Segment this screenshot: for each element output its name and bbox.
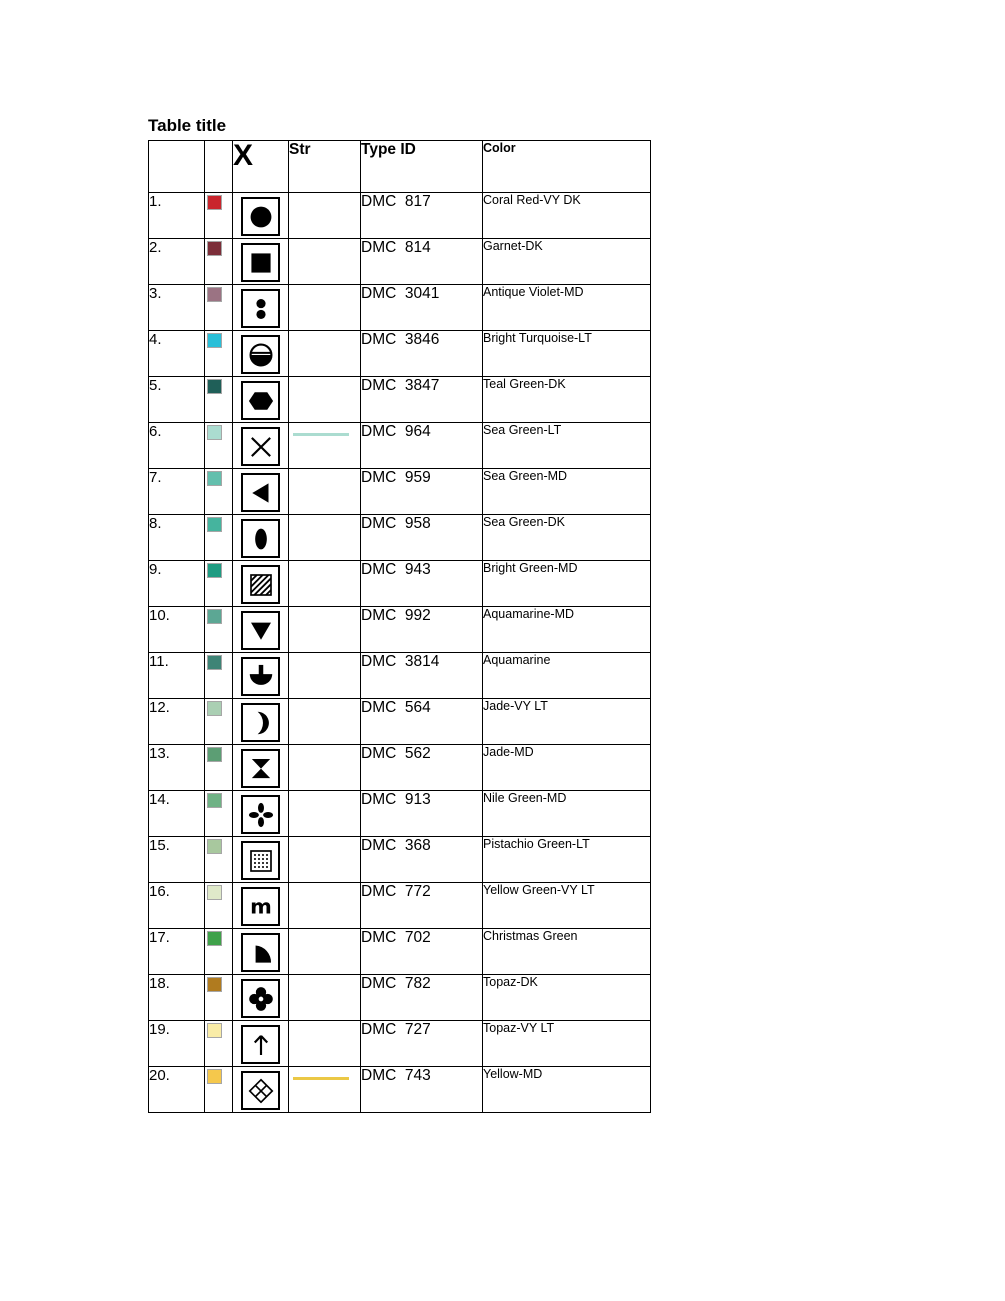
type-id: DMC 943 (361, 561, 483, 607)
str-cell (289, 331, 361, 377)
table-row (149, 745, 651, 791)
color-name: Yellow Green-VY LT (483, 883, 651, 929)
symbol-box (241, 1025, 280, 1064)
type-id: DMC 959 (361, 469, 483, 515)
down-triangle-icon (246, 616, 276, 646)
color-swatch (208, 702, 221, 715)
type-id: DMC 814 (361, 239, 483, 285)
x-cross-icon (246, 432, 276, 462)
type-id: DMC 964 (361, 423, 483, 469)
color-name: Sea Green-DK (483, 515, 651, 561)
color-swatch (208, 978, 221, 991)
symbol-box (241, 611, 280, 650)
symbol-cell (233, 285, 289, 331)
color-swatch (208, 794, 221, 807)
hatched-square-icon (246, 570, 276, 600)
row-number: 20. (149, 1067, 205, 1113)
color-swatch (208, 196, 221, 209)
symbol-box (241, 289, 280, 328)
symbol-cell (233, 607, 289, 653)
type-id: DMC 3846 (361, 331, 483, 377)
symbol-cell (233, 239, 289, 285)
symbol-cell (233, 193, 289, 239)
symbol-box (241, 933, 280, 972)
half-filled-circle-icon (246, 340, 276, 370)
symbol-cell (233, 975, 289, 1021)
type-id: DMC 368 (361, 837, 483, 883)
swatch-cell (205, 745, 233, 791)
table-row (149, 929, 651, 975)
color-name: Jade-MD (483, 745, 651, 791)
symbol-box (241, 519, 280, 558)
str-cell (289, 239, 361, 285)
header-color: Color (483, 141, 651, 193)
color-swatch (208, 840, 221, 853)
color-swatch (208, 748, 221, 761)
table-row (149, 699, 651, 745)
table-row (149, 975, 651, 1021)
letter-m-icon (246, 892, 276, 922)
type-id: DMC 562 (361, 745, 483, 791)
str-cell (289, 1067, 361, 1113)
str-cell (289, 423, 361, 469)
table-row (149, 837, 651, 883)
row-number: 9. (149, 561, 205, 607)
up-arrow-icon (246, 1030, 276, 1060)
row-number: 8. (149, 515, 205, 561)
type-id: DMC 817 (361, 193, 483, 239)
swatch-cell (205, 653, 233, 699)
row-number: 11. (149, 653, 205, 699)
swatch-cell (205, 239, 233, 285)
color-name: Garnet-DK (483, 239, 651, 285)
color-swatch (208, 564, 221, 577)
color-name: Sea Green-MD (483, 469, 651, 515)
clover-cross-icon (246, 984, 276, 1014)
swatch-cell (205, 699, 233, 745)
row-number: 15. (149, 837, 205, 883)
row-number: 14. (149, 791, 205, 837)
symbol-box (241, 565, 280, 604)
str-cell (289, 193, 361, 239)
row-number: 1. (149, 193, 205, 239)
row-number: 19. (149, 1021, 205, 1067)
symbol-cell (233, 1067, 289, 1113)
row-number: 13. (149, 745, 205, 791)
row-number: 5. (149, 377, 205, 423)
two-dots-icon (246, 294, 276, 324)
color-swatch (208, 932, 221, 945)
row-number: 16. (149, 883, 205, 929)
color-swatch (208, 426, 221, 439)
table-row (149, 1021, 651, 1067)
color-name: Coral Red-VY DK (483, 193, 651, 239)
symbol-cell (233, 331, 289, 377)
symbol-box (241, 749, 280, 788)
color-name: Aquamarine-MD (483, 607, 651, 653)
symbol-cell (233, 837, 289, 883)
table-row (149, 331, 651, 377)
row-number: 4. (149, 331, 205, 377)
color-name: Teal Green-DK (483, 377, 651, 423)
swatch-cell (205, 607, 233, 653)
color-swatch (208, 886, 221, 899)
table-row (149, 883, 651, 929)
table-row (149, 607, 651, 653)
color-swatch (208, 242, 221, 255)
symbol-box (241, 841, 280, 880)
color-name: Bright Turquoise-LT (483, 331, 651, 377)
type-id: DMC 702 (361, 929, 483, 975)
four-petal-cross-icon (246, 800, 276, 830)
symbol-cell (233, 469, 289, 515)
color-swatch (208, 656, 221, 669)
row-number: 10. (149, 607, 205, 653)
symbol-box (241, 381, 280, 420)
type-id: DMC 782 (361, 975, 483, 1021)
type-id: DMC 3814 (361, 653, 483, 699)
type-id: DMC 958 (361, 515, 483, 561)
swatch-cell (205, 193, 233, 239)
symbol-box (241, 197, 280, 236)
row-number: 7. (149, 469, 205, 515)
filled-circle-icon (246, 202, 276, 232)
swatch-cell (205, 883, 233, 929)
swatch-cell (205, 1021, 233, 1067)
symbol-box (241, 795, 280, 834)
str-cell (289, 929, 361, 975)
color-name: Antique Violet-MD (483, 285, 651, 331)
table-row (149, 515, 651, 561)
row-number: 3. (149, 285, 205, 331)
symbol-box (241, 335, 280, 374)
backstitch-strand-line (293, 1077, 349, 1080)
str-cell (289, 515, 361, 561)
vertical-ellipse-icon (246, 524, 276, 554)
dotted-square-icon (246, 846, 276, 876)
swatch-cell (205, 285, 233, 331)
symbol-cell (233, 1021, 289, 1067)
table-row (149, 193, 651, 239)
type-id: DMC 772 (361, 883, 483, 929)
symbol-cell (233, 515, 289, 561)
swatch-cell (205, 791, 233, 837)
str-cell (289, 561, 361, 607)
table-row (149, 653, 651, 699)
swatch-cell (205, 377, 233, 423)
str-cell (289, 975, 361, 1021)
pattern-key-table (148, 140, 651, 1113)
color-swatch (208, 1024, 221, 1037)
swatch-cell (205, 1067, 233, 1113)
str-cell (289, 653, 361, 699)
header-type-id: Type ID (361, 141, 483, 193)
filled-square-icon (246, 248, 276, 278)
swatch-cell (205, 515, 233, 561)
symbol-cell (233, 653, 289, 699)
header-symbol: X (233, 141, 289, 193)
quarter-disc-icon (246, 938, 276, 968)
symbol-box (241, 427, 280, 466)
color-name: Nile Green-MD (483, 791, 651, 837)
color-name: Bright Green-MD (483, 561, 651, 607)
filled-hexagon-icon (246, 386, 276, 416)
symbol-box (241, 473, 280, 512)
str-cell (289, 745, 361, 791)
table-row (149, 377, 651, 423)
row-number: 2. (149, 239, 205, 285)
symbol-box (241, 243, 280, 282)
str-cell (289, 1021, 361, 1067)
left-triangle-icon (246, 478, 276, 508)
key-table-body (149, 193, 651, 1113)
table-row (149, 1067, 651, 1113)
table-row (149, 423, 651, 469)
swatch-cell (205, 423, 233, 469)
symbol-box (241, 1071, 280, 1110)
str-cell (289, 883, 361, 929)
type-id: DMC 564 (361, 699, 483, 745)
type-id: DMC 913 (361, 791, 483, 837)
symbol-cell (233, 561, 289, 607)
str-cell (289, 699, 361, 745)
symbol-cell (233, 699, 289, 745)
swatch-cell (205, 837, 233, 883)
header-str: Str (289, 141, 361, 193)
symbol-cell (233, 745, 289, 791)
symbol-box (241, 703, 280, 742)
color-swatch (208, 472, 221, 485)
color-swatch (208, 1070, 221, 1083)
type-id: DMC 3847 (361, 377, 483, 423)
symbol-box (241, 657, 280, 696)
table-row (149, 561, 651, 607)
hourglass-icon (246, 754, 276, 784)
str-cell (289, 837, 361, 883)
color-swatch (208, 380, 221, 393)
color-name: Sea Green-LT (483, 423, 651, 469)
str-cell (289, 469, 361, 515)
header-number (149, 141, 205, 193)
swatch-cell (205, 469, 233, 515)
str-cell (289, 285, 361, 331)
swatch-cell (205, 561, 233, 607)
color-swatch (208, 334, 221, 347)
header-row (149, 141, 651, 193)
symbol-cell (233, 423, 289, 469)
str-cell (289, 377, 361, 423)
type-id: DMC 743 (361, 1067, 483, 1113)
table-row (149, 239, 651, 285)
table-row (149, 791, 651, 837)
backstitch-strand-line (293, 433, 349, 436)
swatch-cell (205, 929, 233, 975)
type-id: DMC 3041 (361, 285, 483, 331)
color-name: Topaz-VY LT (483, 1021, 651, 1067)
color-name: Aquamarine (483, 653, 651, 699)
row-number: 6. (149, 423, 205, 469)
type-id: DMC 727 (361, 1021, 483, 1067)
color-name: Topaz-DK (483, 975, 651, 1021)
color-name: Christmas Green (483, 929, 651, 975)
color-swatch (208, 610, 221, 623)
color-name: Yellow-MD (483, 1067, 651, 1113)
color-name: Pistachio Green-LT (483, 837, 651, 883)
svg-text:m: m (249, 894, 272, 919)
symbol-cell (233, 791, 289, 837)
row-number: 12. (149, 699, 205, 745)
crescent-icon (246, 708, 276, 738)
symbol-box (241, 887, 280, 926)
color-swatch (208, 288, 221, 301)
symbol-box (241, 979, 280, 1018)
color-name: Jade-VY LT (483, 699, 651, 745)
row-number: 18. (149, 975, 205, 1021)
row-number: 17. (149, 929, 205, 975)
symbol-cell (233, 883, 289, 929)
swatch-cell (205, 331, 233, 377)
diamond-x-icon (246, 1076, 276, 1106)
str-cell (289, 607, 361, 653)
color-swatch (208, 518, 221, 531)
header-swatch (205, 141, 233, 193)
str-cell (289, 791, 361, 837)
type-id: DMC 992 (361, 607, 483, 653)
table-row (149, 469, 651, 515)
symbol-cell (233, 377, 289, 423)
bowl-with-stem-icon (246, 662, 276, 692)
page-title: Table title (148, 116, 227, 135)
symbol-cell (233, 929, 289, 975)
table-row (149, 285, 651, 331)
swatch-cell (205, 975, 233, 1021)
